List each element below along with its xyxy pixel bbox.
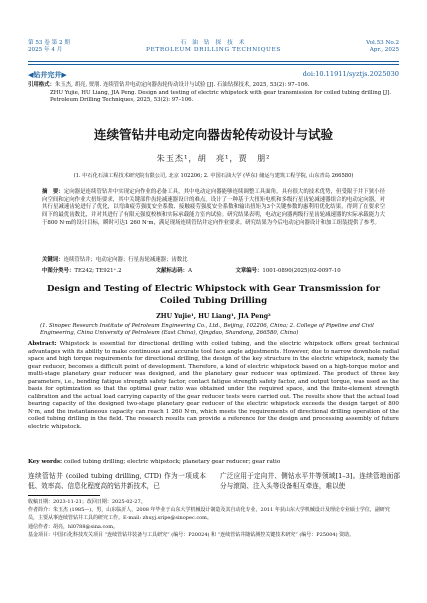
keywords-en-text: coiled tubing drilling; electric whipstock; planetary gear reducer; gear ratio xyxy=(63,459,281,465)
clc-value: TE242; TE921⁺.2 xyxy=(74,268,122,274)
footnote-rule xyxy=(28,495,100,496)
abstract-en-text: Whipstock is essential for directional drilling with coiled tubing, and the electric whipstock offers great technical advantages with its ability to make continuous and accurate tool face angle adjustments. However, due to narrow downhole radial space and high torque requirements for directional drilling, the design of the key structure in the electric whipstock, namely the gear reducer, becomes a difficult point of development. Therefore, a kind of electric whipstock based on a high-torque motor and multi-stage planetary gear reducer was designed, and the planetary gear reducer was optimized. The product of three key parameters, i.e., bending fatigue strength safety factor, contact fatigue strength safety factor, and output torque, was used as the basis for optimization so that the optimal gear ratio was obtained under the required space, and the finite-element strength calibration and the actual load carrying capacity of the gear reducer tests were carried out. The results show that the actual load bearing capacity of the designed two-stage planetary gear reducer of the electric whipstock exceeds the design target of 800 N·m, and the instantaneous capacity can reach 1 260 N·m, which meets the requirements of directional drilling operation of the coiled tubing drilling in the field. The research results can provide a reference for the design and processing assembly of future electric whipstock. xyxy=(28,341,400,431)
article-number-label: 文章编号： xyxy=(235,268,263,274)
abstract-cn-label: 摘 要： xyxy=(42,189,64,195)
classification-line xyxy=(42,266,385,274)
footnotes xyxy=(28,498,399,539)
abstract-cn xyxy=(42,189,385,228)
header-center xyxy=(28,40,399,54)
header-volume-cn: 第 53 卷 第 2 期 xyxy=(28,40,70,46)
footnote-funding: 基金项目：中国石化科技攻关项目 “连续管钻井装备与工具研究” (编号：P20024) 和 “连续管钻井随钻测控关键技术研究” (编号：P25004) 资助。 xyxy=(28,531,355,538)
affiliation-en: (1. Sinopec Research Institute of Petroleum Engineering Co., Ltd., Beijing, 102206, China; 2. College of Pipeline and Civil Engineering, China University of Petroleum (East China), Qingdao, Shandong, 266580, China) xyxy=(40,323,374,337)
abstract-cn-text: 定向器是连续管钻井中实现定向作业的必备工具，其中电动定向器能够连续调整工具面角，具有很大的技术优势，但受限于井下狭小径向空间和定向作业大扭矩要求，其中关键部件齿轮减速器设计的难点。设计了一种基于大扭矩电机和多级行星齿轮减速器组合的电动定向器，对其行星减速齿轮进行了优化，以弯曲疲劳强度安全系数、接触疲劳强度安全系数和输出扭矩为3个关键参数的惠利用优化结果，得到了在要求空间下的最优齿数比，并对其进行了有限元强度校核和实际承载能力室内试验。研究结果表明，电动定向器两级行星齿轮减速器的实际承载能力大于800 N·m的设计目标，瞬时可达1 260 N·m，满足现场连续管钻井定向作业要求。研究结果为今后电动定向器设计和加工组装提供了参考。 xyxy=(42,189,385,226)
keywords-cn xyxy=(42,255,385,263)
doi-link[interactable]: doi:10.11911/syztjs.2025030 xyxy=(302,70,399,78)
article-number-value: 1001-0890(2025)02-0097-10 xyxy=(262,268,341,274)
header-date-en: Apr., 2025 xyxy=(369,47,399,53)
title-cn: 连续管钻井电动定向器齿轮传动设计与试验 xyxy=(93,127,334,142)
authors-en: ZHU Yujie¹, HU Liang¹, JIA Peng² xyxy=(156,313,271,320)
doc-code-label: 文献标志码： xyxy=(155,268,189,274)
citation-cn: 朱玉杰, 胡亮, 贾朋. 连续管钻井电动定向器齿轮传动设计与试验 [J]. 石油钻探技术, 2025, 53(2): 97–106. xyxy=(54,82,310,88)
doc-code-value: A xyxy=(188,268,192,274)
running-header xyxy=(28,40,399,60)
abstract-en xyxy=(28,341,399,432)
citation-block xyxy=(28,82,399,105)
footnote-author: 作者简介：朱玉杰 (1985—)，男，山东临沂人，2008 年毕业于山东大学机械设计制造及其自动化专业，2011 年获山东大学机械设计及理论专业硕士学位，副研究员，主要从事连续管钻井工具的研究工作。E-mail: zhuyj.sripe@sinopec.com。 xyxy=(28,507,390,522)
footnote-corresponding: 通信作者：胡亮，hl0788@sina.com。 xyxy=(28,523,119,530)
header-rule-thin xyxy=(28,64,399,65)
clc-label: 中图分类号： xyxy=(42,268,75,274)
keywords-en-label: Key words: xyxy=(28,459,63,465)
keywords-cn-label: 关键词： xyxy=(42,257,64,263)
affiliation-cn: (1. 中石化石油工程技术研究院有限公司, 北京 102206; 2. 中国石油大学 (华东) 储运与建筑工程学院, 山东青岛 266580) xyxy=(73,173,354,179)
keywords-cn-text: 连续管钻井；电动定向器；行星齿轮减速器；齿数比 xyxy=(63,257,188,263)
abstract-en-label: Abstract: xyxy=(28,341,57,347)
header-journal-cn: 石 油 钻 探 技 术 xyxy=(180,40,247,46)
keywords-en xyxy=(28,459,399,465)
body-column-left: 连续管钻井 (coiled tubing drilling, CTD) 作为一项成本低、效率高、信息化程度高的钻井新技术，已 xyxy=(28,472,206,490)
footnote-received: 收稿日期：2023-11-21；改回日期：2025-02-27。 xyxy=(28,499,146,505)
citation-label: 引用格式： xyxy=(28,82,55,88)
section-label: ◀钻井完井▶ xyxy=(28,70,67,79)
title-en: Design and Testing of Electric Whipstock with Gear Transmission for Coiled Tubing Drilling xyxy=(46,284,381,307)
header-date-cn: 2025 年 4 月 xyxy=(28,47,63,53)
authors-cn: 朱玉杰¹，胡 亮¹，贾 朋² xyxy=(156,153,271,163)
header-journal-en: PETROLEUM DRILLING TECHNIQUES xyxy=(146,47,281,53)
citation-en: ZHU Yujie, HU Liang, JIA Peng. Design and testing of electric whipstock with gear transmission for coiled tubing drilling [J]. Petroleum Drilling Techniques, 2025, 53(2): 97–106. xyxy=(50,89,392,104)
header-rule-thick xyxy=(28,61,399,62)
header-right xyxy=(366,40,399,54)
header-volume-en: Vol.53 No.2 xyxy=(366,40,399,46)
body-column-right: 广泛应用于定向井、侧钻水平井等领域[1–3]。连续管地面部分与滚筒、注入头等设备相互牵连，难以使 xyxy=(220,472,400,490)
